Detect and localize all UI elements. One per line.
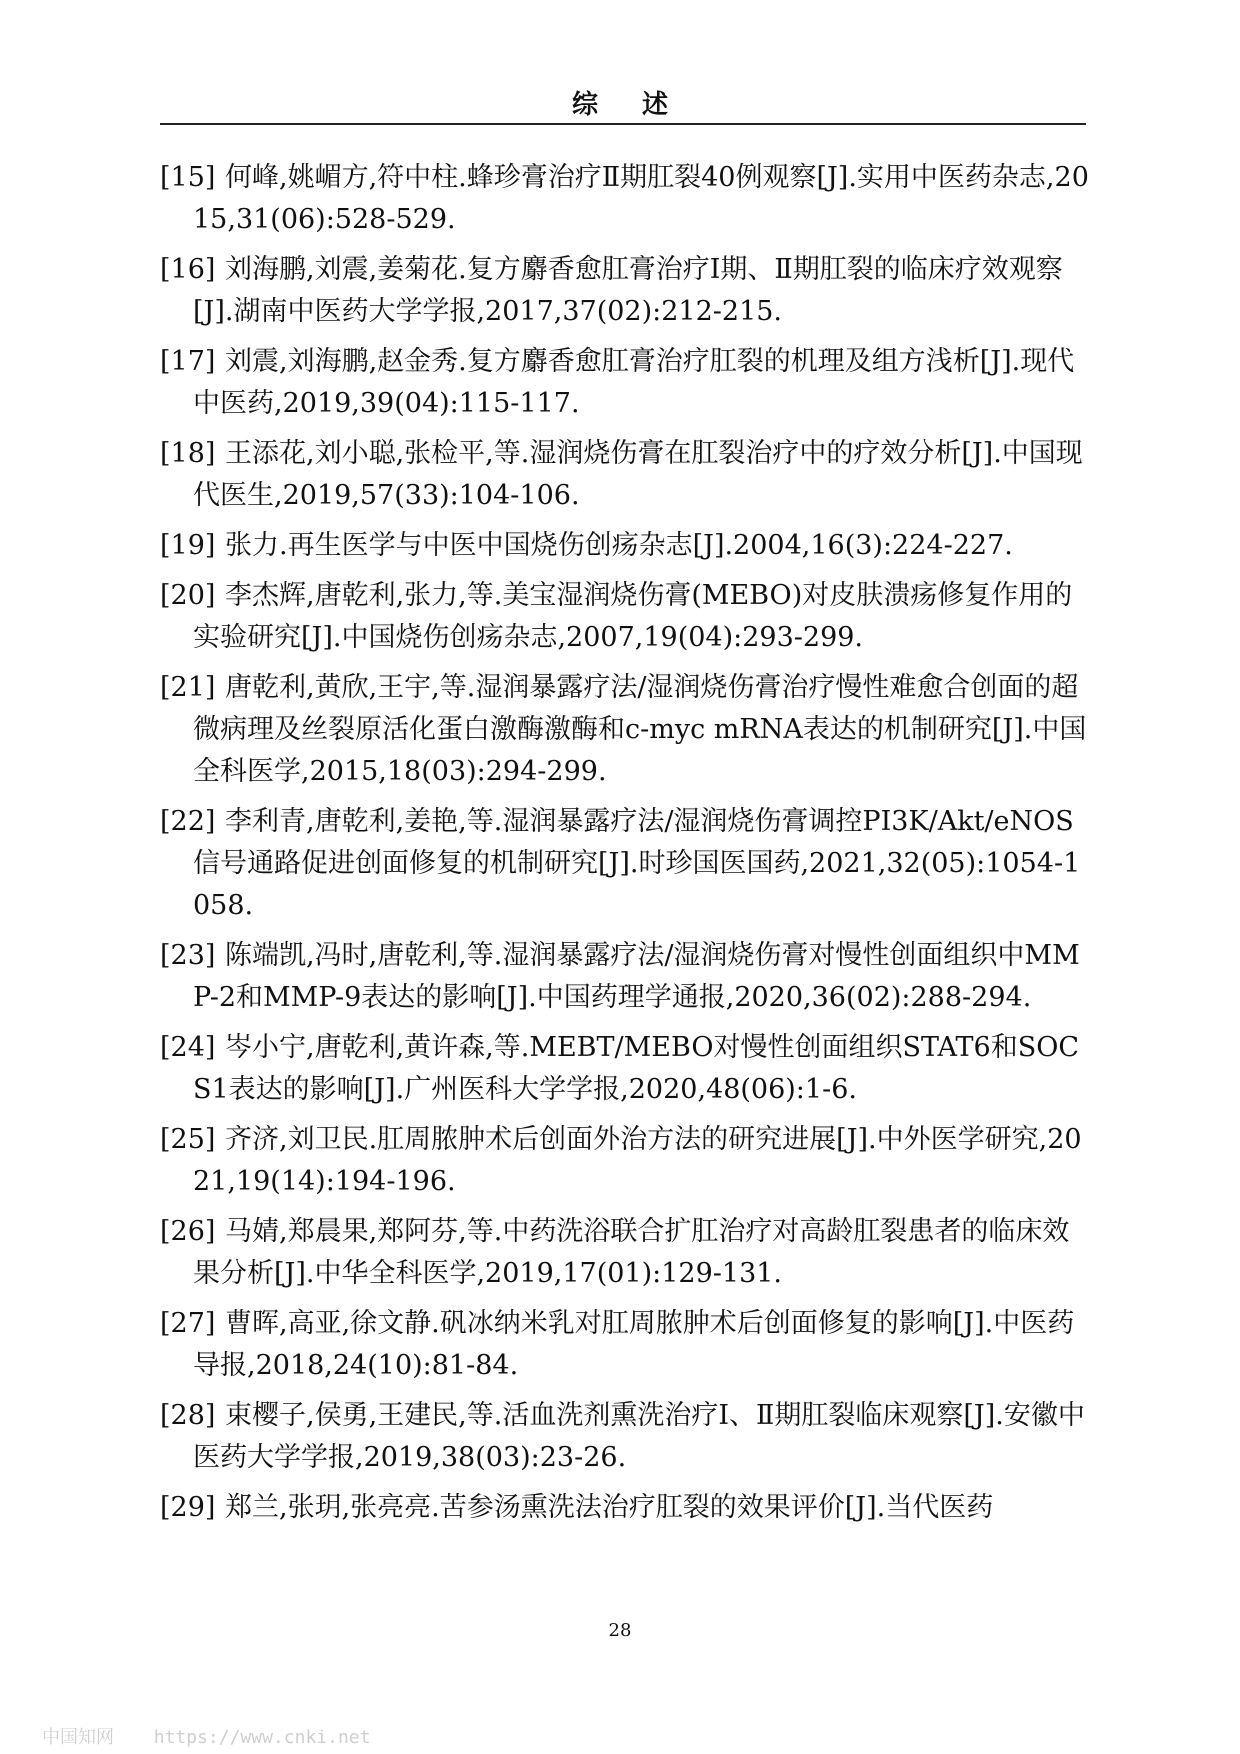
reference-item — [160, 1487, 1090, 1529]
reference-number: [19] — [160, 530, 216, 561]
reference-item — [160, 1119, 1090, 1203]
reference-text: 刘震,刘海鹏,赵金秀.复方麝香愈肛膏治疗肛裂的机理及组方浅析[J].现代中医药,2019,39(04):115-117. — [193, 346, 1075, 419]
watermark-url: https://www.cnki.net — [153, 1727, 371, 1748]
reference-text: 束樱子,侯勇,王建民,等.活血洗剂熏洗治疗Ⅰ、Ⅱ期肛裂临床观察[J].安徽中医药大学学报,2019,38(03):23-26. — [193, 1400, 1085, 1473]
reference-item — [160, 433, 1090, 517]
reference-number: [16] — [160, 254, 216, 285]
reference-text: 张力.再生医学与中医中国烧伤创疡杂志[J].2004,16(3):224-227. — [225, 530, 1013, 561]
reference-item — [160, 1395, 1090, 1479]
reference-number: [17] — [160, 346, 216, 377]
reference-list — [160, 157, 1090, 1537]
reference-text: 刘海鹏,刘震,姜菊花.复方麝香愈肛膏治疗Ⅰ期、Ⅱ期肛裂的临床疗效观察[J].湖南中医药大学学报,2017,37(02):212-215. — [193, 254, 1063, 327]
reference-text: 王添花,刘小聪,张检平,等.湿润烧伤膏在肛裂治疗中的疗效分析[J].中国现代医生,2019,57(33):104-106. — [193, 438, 1083, 511]
reference-number: [26] — [160, 1216, 216, 1247]
reference-item — [160, 341, 1090, 425]
reference-text: 齐济,刘卫民.肛周脓肿术后创面外治方法的研究进展[J].中外医学研究,2021,19(14):194-196. — [193, 1124, 1082, 1197]
reference-number: [25] — [160, 1124, 216, 1155]
reference-item — [160, 667, 1090, 793]
reference-item — [160, 1211, 1090, 1295]
reference-item — [160, 157, 1090, 241]
reference-text: 陈端凯,冯时,唐乾利,等.湿润暴露疗法/湿润烧伤膏对慢性创面组织中MMP-2和MMP-9表达的影响[J].中国药理学通报,2020,36(02):288-294. — [193, 940, 1080, 1013]
reference-number: [27] — [160, 1308, 216, 1339]
reference-number: [21] — [160, 672, 216, 703]
reference-number: [28] — [160, 1400, 216, 1431]
page-number: 28 — [608, 1620, 632, 1641]
reference-text: 李杰辉,唐乾利,张力,等.美宝湿润烧伤膏(MEBO)对皮肤溃疡修复作用的实验研究[J].中国烧伤创疡杂志,2007,19(04):293-299. — [193, 580, 1073, 653]
reference-item — [160, 935, 1090, 1019]
reference-text: 郑兰,张玥,张亮亮.苦参汤熏洗法治疗肛裂的效果评价[J].当代医药 — [225, 1492, 994, 1523]
reference-number: [29] — [160, 1492, 216, 1523]
page-header-title: 综述 — [571, 90, 712, 120]
reference-item — [160, 525, 1090, 567]
reference-number: [20] — [160, 580, 216, 611]
reference-number: [22] — [160, 806, 216, 837]
reference-item — [160, 1303, 1090, 1387]
header-divider — [160, 123, 1086, 125]
reference-text: 岑小宁,唐乾利,黄许森,等.MEBT/MEBO对慢性创面组织STAT6和SOCS1表达的影响[J].广州医科大学学报,2020,48(06):1-6. — [193, 1032, 1079, 1105]
reference-text: 马婧,郑晨果,郑阿芬,等.中药洗浴联合扩肛治疗对高龄肛裂患者的临床效果分析[J].中华全科医学,2019,17(01):129-131. — [193, 1216, 1070, 1289]
reference-item — [160, 801, 1090, 927]
reference-number: [23] — [160, 940, 216, 971]
reference-number: [18] — [160, 438, 216, 469]
reference-number: [15] — [160, 162, 216, 193]
reference-text: 李利青,唐乾利,姜艳,等.湿润暴露疗法/湿润烧伤膏调控PI3K/Akt/eNOS信号通路促进创面修复的机制研究[J].时珍国医国药,2021,32(05):1054-1058. — [193, 806, 1081, 921]
reference-number: [24] — [160, 1032, 216, 1063]
reference-item — [160, 249, 1090, 333]
reference-text: 何峰,姚嵋方,符中柱.蜂珍膏治疗Ⅱ期肛裂40例观察[J].实用中医药杂志,2015,31(06):528-529. — [193, 162, 1089, 235]
reference-text: 唐乾利,黄欣,王宇,等.湿润暴露疗法/湿润烧伤膏治疗慢性难愈合创面的超微病理及丝裂原活化蛋白激酶激酶和c-myc mRNA表达的机制研究[J].中国全科医学,2015,18(03):294-299. — [193, 672, 1087, 787]
watermark-logo: 中国知网 — [42, 1727, 114, 1748]
reference-item — [160, 1027, 1090, 1111]
reference-text: 曹晖,高亚,徐文静.矾冰纳米乳对肛周脓肿术后创面修复的影响[J].中医药导报,2018,24(10):81-84. — [193, 1308, 1075, 1381]
source-watermark — [42, 1723, 370, 1749]
reference-item — [160, 575, 1090, 659]
